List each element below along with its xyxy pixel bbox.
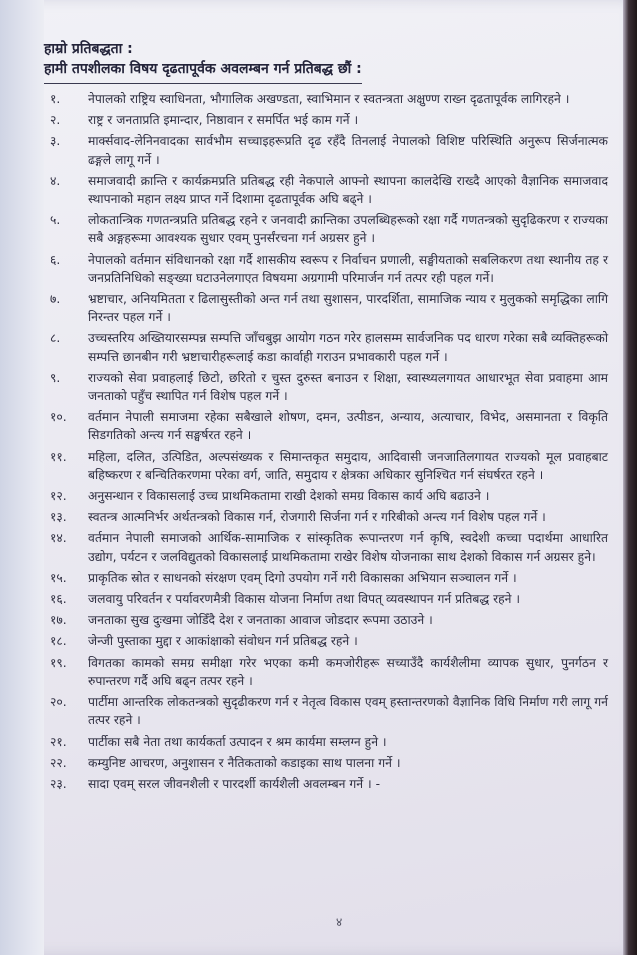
list-item [44, 775, 612, 793]
list-item [44, 569, 612, 587]
item-text: लोकतान्त्रिक गणतन्त्रप्रति प्रतिबद्ध रहने र जनवादी क्रान्तिका उपलब्धिहरूको रक्षा गर्दै गणतन्त्रको सुदृढिकरण र राज्यका सबै अङ्गहरूमा आवश्यक सुधार एवम् पुनर्संरचना गर्न अग्रसर हुने । [88, 213, 608, 246]
list-item [44, 654, 612, 690]
list-item [44, 632, 612, 650]
list-item [44, 529, 612, 565]
item-text: कम्युनिष्ट आचरण, अनुशासन र नैतिकताको कडाइका साथ पालना गर्ने । [88, 755, 401, 770]
item-number: ७. [50, 292, 61, 307]
list-item [44, 369, 612, 405]
list-item [44, 590, 612, 608]
commitment-list [44, 90, 612, 793]
item-text: जेन्जी पुस्ताका मुद्दा र आकांक्षाको संवोधन गर्न प्रतिबद्ध रहने । [88, 634, 358, 649]
item-text: मार्क्सवाद-लेनिनवादका सार्वभौम सच्चाइहरूप्रति दृढ रहँदै तिनलाई नेपालको विशिष्ट परिस्थिति अनुरूप सिर्जनात्मक ढङ्गले लागू गर्ने । [88, 134, 608, 167]
item-text: स्वतन्त्र आत्मनिर्भर अर्थतन्त्रको विकास गर्न, रोजगारी सिर्जना गर्न र गरिबीको अन्त्य गर्न विशेष पहल गर्ने । [88, 510, 546, 525]
page-number: ४ [336, 915, 343, 929]
item-text: पार्टीमा आन्तरिक लोकतन्त्रको सुदृढीकरण गर्न र नेतृत्व विकास एवम् हस्तान्तरणको वैज्ञानिक विधि निर्माण गरी लागू गर्न तत्पर रहने । [88, 695, 608, 728]
item-text: उच्चस्तरिय अख्तियारसम्पन्न सम्पत्ति जाँचबुझ आयोग गठन गरेर हालसम्म सार्वजनिक पद धारण गरेका सबै व्यक्तिहरूको सम्पत्ति छानबीन गरी भ्रष्टाचारीहरूलाई कडा कार्वाही गराउन प्रभावकारी पहल गर्ने । [88, 331, 608, 364]
item-number: ५. [50, 213, 61, 228]
item-number: २. [50, 113, 61, 128]
item-number: १२. [50, 489, 67, 504]
item-text: प्राकृतिक स्रोत र साधनको संरक्षण एवम् दिगो उपयोग गर्ने गरी विकासका अभियान सञ्चालन गर्ने । [88, 570, 517, 585]
item-text: जलवायु परिवर्तन र पर्यावरणमैत्री विकास योजना निर्माण तथा विपत् व्यवस्थापन गर्न प्रतिबद्ध रहने । [88, 592, 521, 607]
item-number: ११. [50, 449, 67, 464]
item-number: २३. [50, 776, 67, 791]
item-number: १०. [50, 410, 67, 425]
item-text: राज्यको सेवा प्रवाहलाई छिटो, छरितो र चुस्त दुरुस्त बनाउन र शिक्षा, स्वास्थ्यलगायत आधारभूत सेवा प्रवाहमा आम जनताको पहुँच स्थापित गर्न विशेष पहल गर्ने । [88, 370, 608, 404]
item-text: जनताका सुख दुःखमा जोडिँदै देश र जनताका आवाज जोडदार रूपमा उठाउने । [88, 613, 433, 628]
list-item [44, 90, 612, 108]
background-edge [623, 0, 637, 955]
list-item [44, 290, 612, 326]
item-number: १८. [50, 634, 67, 649]
list-item [44, 754, 612, 772]
section-subheading: हामी तपशीलका विषय दृढतापूर्वक अवलम्बन गर्न प्रतिबद्ध छौं : [44, 60, 362, 84]
list-item [44, 251, 612, 287]
item-text: सादा एवम् सरल जीवनशैली र पारदर्शी कार्यशैली अवलम्बन गर्ने । - [88, 776, 381, 791]
item-number: १९. [50, 655, 67, 670]
item-text: वर्तमान नेपाली समाजको आर्थिक-सामाजिक र सांस्कृतिक रूपान्तरण गर्न कृषि, स्वदेशी कच्चा पदार्थमा आधारित उद्योग, पर्यटन र जलविद्युतको विकासलाई प्राथमिकतामा राखेर विशेष योजनाका साथ देशको विकास गर्न अग्रसर हुने। [88, 531, 608, 564]
item-number: ९. [50, 370, 61, 385]
list-item [44, 211, 612, 247]
item-number: ३. [50, 134, 61, 149]
item-number: ८. [50, 331, 61, 346]
list-item [44, 611, 612, 629]
item-text: पार्टीका सबै नेता तथा कार्यकर्ता उत्पादन र श्रम कार्यमा सम्लग्न हुने । [88, 734, 387, 749]
list-item [44, 448, 612, 484]
item-number: १३. [50, 510, 67, 525]
item-number: १. [50, 92, 61, 106]
list-item [44, 408, 612, 444]
list-item [44, 111, 612, 129]
item-number: १६. [50, 592, 67, 607]
item-text: विगतका कामको समग्र समीक्षा गरेर भएका कमी कमजोरीहरू सच्याउँदै कार्यशैलीमा व्यापक सुधार, पुनर्गठन र रुपान्तरण गर्दै अघि बढ्न तत्पर रहने । [88, 655, 608, 688]
page-fold-shadow [0, 0, 44, 955]
item-number: ६. [50, 252, 61, 267]
item-text: वर्तमान नेपाली समाजमा रहेका सबैखाले शोषण, दमन, उत्पीडन, अन्याय, अत्याचार, विभेद, असमानता र विकृति सिडगतिको अन्त्य गर्न सङ्घर्षरत रहने । [88, 410, 608, 443]
item-number: २२. [50, 755, 67, 770]
item-text: नेपालको वर्तमान संविधानको रक्षा गर्दै शासकीय स्वरूप र निर्वाचन प्रणाली, सङ्घीयताको सबलिकरण तथा स्थानीय तह र जनप्रतिनिधिको सङ्ख्या घटाउनेलगाएत विषयमा अग्रगामी परिमार्जन गर्न तत्पर रही पहल गर्ने। [88, 252, 608, 285]
item-text: भ्रष्टाचार, अनियमितता र ढिलासुस्तीको अन्त गर्न तथा सुशासन, पारदर्शिता, सामाजिक न्याय र मुलुकको समृद्धिका लागि निरन्तर पहल गर्ने । [88, 292, 608, 325]
item-text: महिला, दलित, उत्पिडित, अल्पसंख्यक र सिमान्तकृत समुदाय, आदिवासी जनजातिलगायत राज्यको मूल प्रवाहबाट बहिष्करण र बन्चितिकरणमा परेका वर्ग, जाति, समुदाय र क्षेत्रका अधिकार सुनिश्चित गर्न संघर्षरत रहने । [88, 449, 608, 482]
list-item [44, 172, 612, 208]
item-number: २१. [50, 734, 67, 749]
list-item [44, 132, 612, 168]
item-number: २०. [50, 695, 67, 710]
list-item [44, 487, 612, 505]
list-item [44, 329, 612, 365]
section-heading: हाम्रो प्रतिबद्धता : [44, 41, 133, 57]
item-text: नेपालको राष्ट्रिय स्वाधिनता, भौगालिक अखण्डता, स्वाभिमान र स्वतन्त्रता अक्षुण्ण राख्न दृढतापूर्वक लागिरहने । [88, 92, 570, 106]
item-number: १५. [50, 570, 67, 585]
list-item [44, 693, 612, 729]
list-item [44, 733, 612, 751]
document-content [44, 40, 612, 796]
item-text: राष्ट्र र जनताप्रति इमान्दार, निष्ठावान र समर्पित भई काम गर्ने । [88, 113, 359, 128]
item-number: १४. [50, 531, 67, 546]
item-number: ४. [50, 173, 61, 188]
item-number: १७. [50, 613, 67, 628]
item-text: समाजवादी क्रान्ति र कार्यक्रमप्रति प्रतिबद्ध रही नेकपाले आफ्नो स्थापना कालदेखि राख्दै आएको वैज्ञानिक समाजवाद स्थापनाको महान लक्ष्य प्राप्त गर्ने दिशामा दृढतापूर्वक अघि बढ्ने । [88, 173, 608, 207]
item-text: अनुसन्धान र विकासलाई उच्च प्राथमिकतामा राखी देशको समग्र विकास कार्य अघि बढाउने । [88, 489, 490, 504]
list-item [44, 508, 612, 526]
